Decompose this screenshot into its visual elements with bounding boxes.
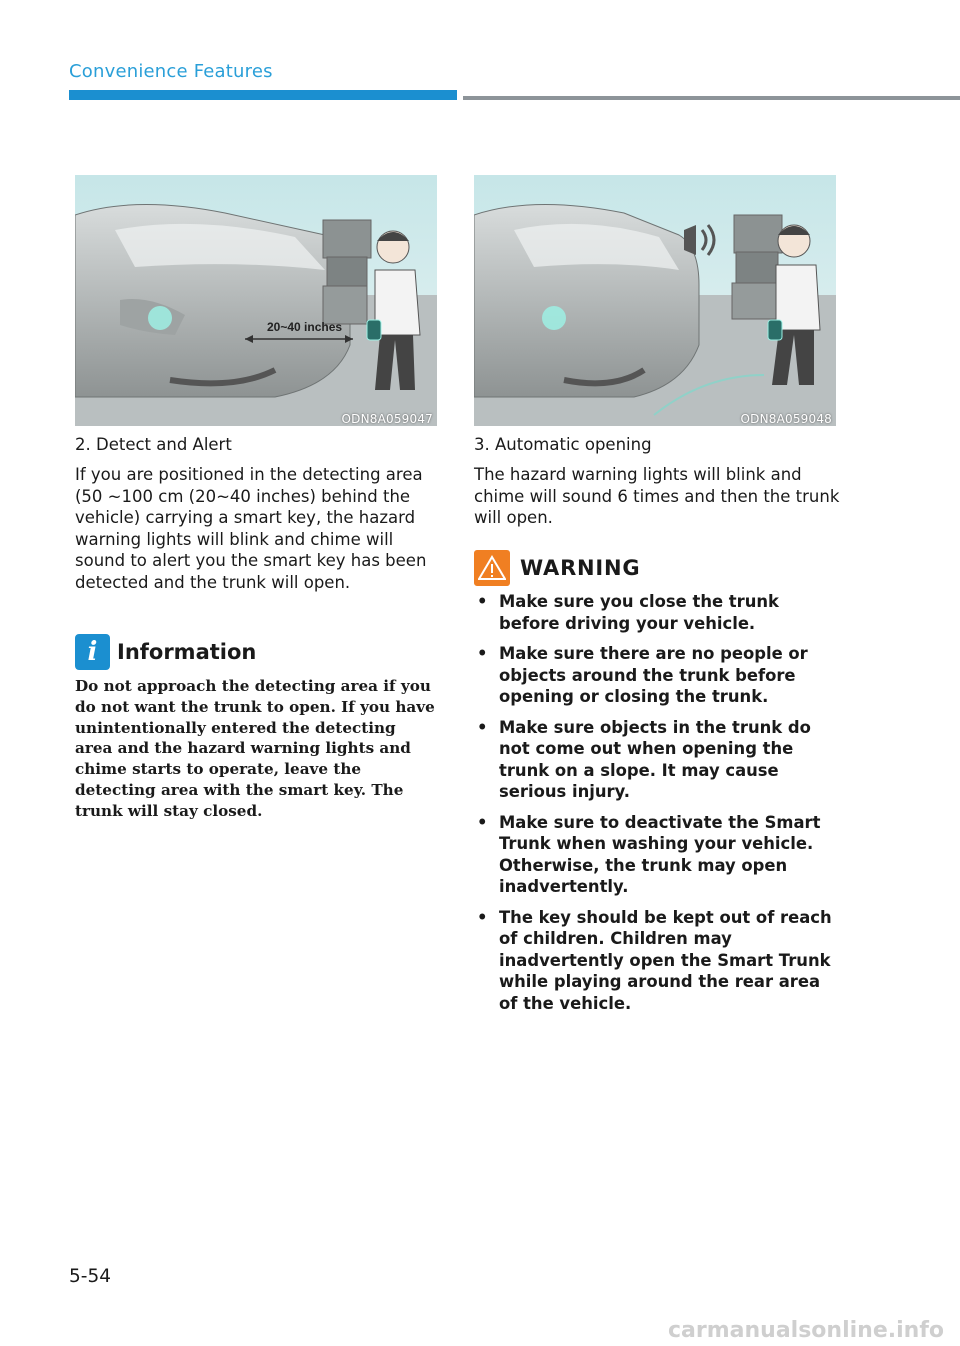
warning-item: • Make sure you close the trunk before driving your vehicle. <box>474 591 836 634</box>
section-title: Convenience Features <box>69 61 273 82</box>
warning-item: • The key should be kept out of reach of children. Children may inadvertently open the Smart Trunk while playing around the rear area of the vehicle. <box>474 907 836 1015</box>
step-body: If you are positioned in the detecting area (50 ~100 cm (20~40 inches) behind the vehicle) carrying a smart key, the hazard warning lights will blink and chime will sound to alert you the smart key has been detected and the trunk will open. <box>75 465 427 592</box>
info-icon: i <box>75 634 110 670</box>
warning-item: • Make sure objects in the trunk do not come out when opening the trunk on a slope. It may cause serious injury. <box>474 717 836 803</box>
detect-alert-section <box>75 434 443 593</box>
information-header <box>75 634 256 670</box>
information-body: Do not approach the detecting area if you do not want the trunk to open. If you have unintentionally entered the detecting area and the hazard warning lights and chime starts to operate, leave the detecting area with the smart key. The trunk will stay closed. <box>75 677 435 820</box>
automatic-opening-section <box>474 434 842 529</box>
step-body: The hazard warning lights will blink and chime will sound 6 times and then the trunk will open. <box>474 465 840 527</box>
step-title: 2. Detect and Alert <box>75 435 232 454</box>
header-rule-blue <box>69 90 457 100</box>
warning-item: • Make sure there are no people or objects around the trunk before opening or closing the trunk. <box>474 643 836 708</box>
automatic-opening-illustration <box>474 175 836 426</box>
warning-header <box>474 550 640 586</box>
figure-code: ODN8A059047 <box>341 412 433 426</box>
information-title: Information <box>117 640 257 664</box>
distance-label: 20~40 inches <box>267 320 343 334</box>
detect-alert-illustration <box>75 175 437 426</box>
footer-watermark: carmanualsonline.info <box>668 1318 944 1343</box>
warning-triangle-icon <box>474 550 510 586</box>
warning-item: • Make sure to deactivate the Smart Trunk when washing your vehicle. Otherwise, the trunk may open inadvertently. <box>474 812 836 898</box>
page-number: 5-54 <box>69 1266 111 1287</box>
warning-list <box>474 591 836 1023</box>
figure-code: ODN8A059048 <box>740 412 832 426</box>
step-title: 3. Automatic opening <box>474 435 652 454</box>
warning-title: WARNING <box>520 556 641 580</box>
header-rule-gray <box>463 96 960 100</box>
